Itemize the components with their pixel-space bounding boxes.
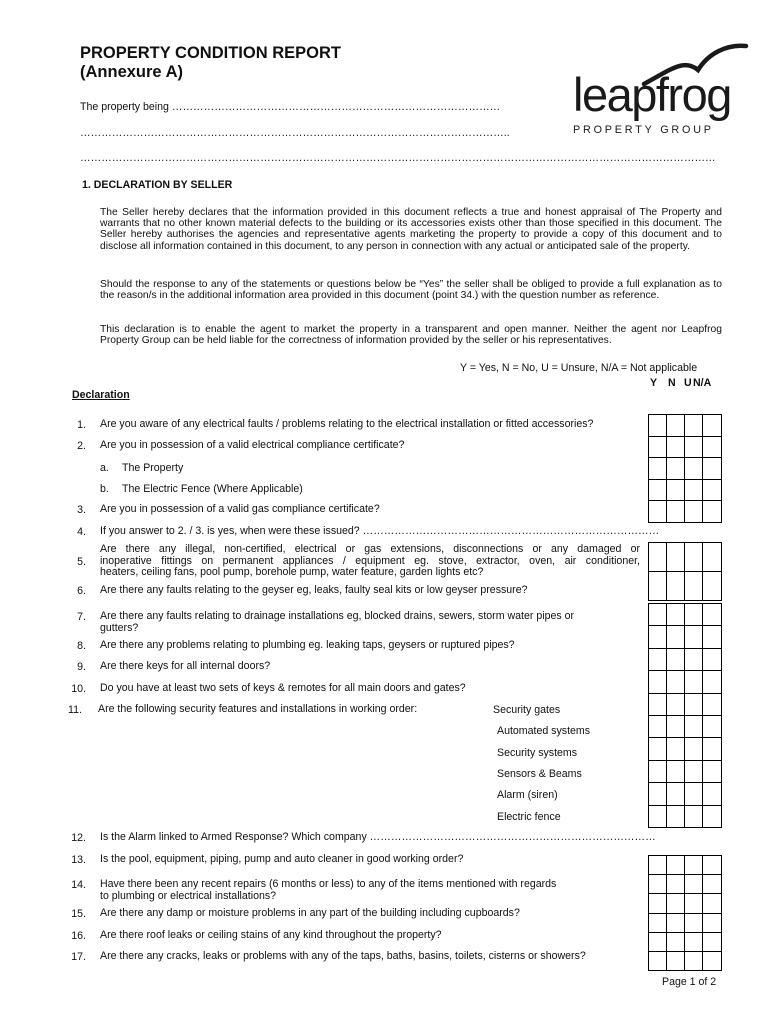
answer-checkbox[interactable] [666, 893, 686, 913]
question-text: Is the pool, equipment, piping, pump and auto cleaner in good working order? [100, 853, 464, 865]
answer-checkbox[interactable] [702, 913, 722, 933]
answer-checkbox[interactable] [648, 932, 668, 952]
answer-checkbox[interactable] [702, 648, 722, 671]
question-number: 11. [68, 704, 82, 716]
answer-checkbox[interactable] [666, 760, 686, 783]
answer-checkbox[interactable] [702, 715, 722, 738]
answer-checkbox[interactable] [684, 760, 704, 783]
question-number: 15. [71, 908, 86, 920]
logo-tagline: PROPERTY GROUP [573, 124, 714, 136]
question-text: Are there any cracks, leaks or problems with any of the taps, baths, basins, toilets, cisterns or showers? [100, 950, 586, 962]
security-item: Sensors & Beams [497, 768, 582, 780]
answer-checkbox[interactable] [648, 913, 668, 933]
question-number: 12. [71, 832, 86, 844]
security-item: Security systems [497, 747, 578, 759]
answer-checkbox[interactable] [666, 436, 686, 459]
answer-checkbox[interactable] [666, 855, 686, 875]
column-header-y: Y [650, 377, 658, 389]
answer-checkbox[interactable] [702, 436, 722, 459]
answer-checkbox[interactable] [648, 436, 668, 459]
column-header-na: N/A [693, 377, 712, 389]
answer-checkbox[interactable] [648, 625, 668, 648]
answer-checkbox[interactable] [666, 715, 686, 738]
answer-checkbox[interactable] [648, 648, 668, 671]
question-number: 2. [77, 440, 86, 452]
answer-checkbox[interactable] [684, 913, 704, 933]
answer-legend: Y = Yes, N = No, U = Unsure, N/A = Not applicable [460, 362, 698, 374]
answer-checkbox[interactable] [666, 500, 686, 523]
question-text: Are there any illegal, non-certified, electrical or gas extensions, disconnections or any damaged or inoperative fittings on permanent appliances / equipment eg. stove, extractor, oven, air conditioner, heaters, ceiling fans, pool pump, borehole pump, water feature, garden lights etc? [100, 543, 640, 578]
answer-checkbox[interactable] [648, 737, 668, 760]
question-number: 6. [77, 585, 86, 597]
answer-checkbox[interactable] [666, 625, 686, 648]
sub-question-letter: b. [100, 483, 109, 495]
answer-checkbox[interactable] [702, 457, 722, 480]
answer-checkbox[interactable] [648, 571, 668, 601]
declaration-label: Declaration [72, 389, 130, 401]
answer-checkbox[interactable] [666, 932, 686, 952]
question-text: Are there any faults relating to drainage installations eg, blocked drains, sewers, storm water pipes or gutters? [100, 610, 575, 634]
answer-checkbox[interactable] [702, 874, 722, 894]
question-number: 1. [77, 419, 86, 431]
answer-checkbox[interactable] [648, 603, 668, 626]
answer-checkbox[interactable] [702, 414, 722, 437]
question-number: 4. [77, 526, 86, 538]
answer-checkbox[interactable] [666, 805, 686, 828]
question-number: 16. [71, 930, 86, 942]
answer-checkbox[interactable] [666, 457, 686, 480]
property-field-line-1[interactable]: The property being ………………………………………………………………………………… [80, 101, 501, 113]
answer-checkbox[interactable] [666, 603, 686, 626]
answer-checkbox[interactable] [684, 571, 704, 601]
answer-checkbox[interactable] [648, 715, 668, 738]
answer-checkbox[interactable] [684, 715, 704, 738]
answer-checkbox[interactable] [666, 951, 686, 971]
answer-checkbox[interactable] [666, 670, 686, 693]
answer-checkbox[interactable] [702, 737, 722, 760]
answer-checkbox[interactable] [684, 479, 704, 502]
question-number: 7. [77, 611, 86, 623]
answer-checkbox[interactable] [702, 760, 722, 783]
answer-checkbox[interactable] [702, 855, 722, 875]
question-number: 14. [71, 879, 86, 891]
question-number: 10. [71, 683, 86, 695]
answer-checkbox[interactable] [684, 436, 704, 459]
declaration-paragraph-3: This declaration is to enable the agent to market the property in a transparent and open manner. Neither the agent nor Leapfrog Property Group can be held liable for the correctness of information provided by the seller or his representatives. [100, 324, 722, 347]
declaration-paragraph-2: Should the response to any of the statements or questions below be “Yes” the seller shall be obliged to provide a full explanation as to the reason/s in the additional information area provided in this document (point 34.) with the question number as reference. [100, 279, 722, 302]
answer-checkbox[interactable] [684, 500, 704, 523]
question-text: Have there been any recent repairs (6 months or less) to any of the items mentioned with regards to plumbing or electrical installations? [100, 878, 557, 902]
security-item: Electric fence [497, 811, 561, 823]
property-field-line-3[interactable]: ……………………………………………………………………………………………………………………………………………………………… [80, 152, 716, 164]
answer-checkbox[interactable] [702, 571, 722, 601]
sub-question-letter: a. [100, 462, 109, 474]
answer-checkbox[interactable] [684, 693, 704, 716]
answer-checkbox[interactable] [684, 603, 704, 626]
report-subtitle: (Annexure A) [80, 63, 183, 81]
question-text: Are you aware of any electrical faults / problems relating to the electrical installation or fitted accessories? [100, 418, 594, 430]
security-item: Security gates [493, 704, 561, 716]
answer-checkbox[interactable] [648, 805, 668, 828]
answer-checkbox[interactable] [702, 693, 722, 716]
answer-checkbox[interactable] [666, 414, 686, 437]
answer-checkbox[interactable] [666, 571, 686, 601]
answer-checkbox[interactable] [702, 932, 722, 952]
section-heading: 1. DECLARATION BY SELLER [82, 179, 233, 191]
question-number: 13. [71, 854, 86, 866]
answer-checkbox[interactable] [702, 805, 722, 828]
question-text: Are the following security features and installations in working order: [98, 703, 418, 715]
answer-checkbox[interactable] [648, 414, 668, 437]
answer-checkbox[interactable] [702, 542, 722, 572]
property-field-line-2[interactable]: ………………………………………………………………………………………………………….. [80, 127, 510, 139]
answer-checkbox[interactable] [702, 782, 722, 805]
answer-checkbox[interactable] [702, 479, 722, 502]
question-number: 9. [77, 661, 86, 673]
question-number: 5. [77, 556, 86, 568]
answer-checkbox[interactable] [684, 893, 704, 913]
column-header-n: N [668, 377, 676, 389]
answer-checkbox[interactable] [648, 855, 668, 875]
answer-checkbox[interactable] [666, 782, 686, 805]
answer-checkbox[interactable] [684, 625, 704, 648]
answer-checkbox[interactable] [648, 457, 668, 480]
question-text: Are there any problems relating to plumbing eg. leaking taps, geysers or ruptured pipes? [100, 639, 515, 651]
question-text[interactable]: If you answer to 2. / 3. is yes, when were these issued? ………………………………………………………………………… [100, 525, 660, 537]
answer-checkbox[interactable] [666, 737, 686, 760]
answer-checkbox[interactable] [702, 603, 722, 626]
answer-checkbox[interactable] [648, 782, 668, 805]
question-text: Are there keys for all internal doors? [100, 660, 271, 672]
answer-checkbox[interactable] [648, 500, 668, 523]
answer-checkbox[interactable] [666, 542, 686, 572]
answer-checkbox[interactable] [648, 479, 668, 502]
sub-question-text: The Electric Fence (Where Applicable) [122, 483, 303, 495]
column-header-u: U [684, 377, 692, 389]
security-item: Alarm (siren) [497, 789, 558, 801]
answer-checkbox[interactable] [648, 693, 668, 716]
page-number: Page 1 of 2 [662, 976, 717, 988]
answer-checkbox[interactable] [702, 951, 722, 971]
answer-checkbox[interactable] [684, 805, 704, 828]
answer-checkbox[interactable] [648, 760, 668, 783]
question-number: 3. [77, 504, 86, 516]
answer-checkbox[interactable] [666, 479, 686, 502]
answer-checkbox[interactable] [666, 648, 686, 671]
question-text: Are there any faults relating to the geyser eg, leaks, faulty seal kits or low geyser pressure? [100, 584, 528, 596]
question-text: Do you have at least two sets of keys & remotes for all main doors and gates? [100, 682, 466, 694]
answer-checkbox[interactable] [666, 913, 686, 933]
answer-checkbox[interactable] [684, 932, 704, 952]
answer-checkbox[interactable] [684, 648, 704, 671]
question-text: Are there roof leaks or ceiling stains of any kind throughout the property? [100, 929, 442, 941]
answer-checkbox[interactable] [702, 500, 722, 523]
report-title: PROPERTY CONDITION REPORT [80, 44, 341, 62]
answer-checkbox[interactable] [702, 670, 722, 693]
question-text: Are you in possession of a valid gas compliance certificate? [100, 503, 380, 515]
answer-checkbox[interactable] [702, 625, 722, 648]
answer-checkbox[interactable] [684, 670, 704, 693]
answer-checkbox[interactable] [666, 874, 686, 894]
question-text: Are there any damp or moisture problems in any part of the building including cupboards? [100, 907, 520, 919]
logo-wordmark: leapfrog [573, 68, 731, 121]
answer-checkbox[interactable] [684, 457, 704, 480]
answer-checkbox[interactable] [702, 893, 722, 913]
question-text: Are you in possession of a valid electrical compliance certificate? [100, 439, 405, 451]
security-item: Automated systems [497, 725, 591, 737]
declaration-paragraph-1: The Seller hereby declares that the information provided in this document reflects a true and honest appraisal of The Property and warrants that no other known material defects to the building or its accessories exists other than those specified in this document. The Seller hereby authorises the agencies and representative agents marketing the property to provide a copy of this document and to disclose all information contained in this document, to any person in connection with any actual or anticipated sale of the property. [100, 207, 722, 252]
answer-checkbox[interactable] [648, 542, 668, 572]
answer-checkbox[interactable] [648, 874, 668, 894]
question-text[interactable]: Is the Alarm linked to Armed Response? Which company ……………………………………………………………………… [100, 831, 656, 843]
question-number: 17. [71, 951, 86, 963]
question-number: 8. [77, 640, 86, 652]
sub-question-text: The Property [122, 462, 184, 474]
answer-checkbox[interactable] [648, 893, 668, 913]
answer-checkbox[interactable] [648, 951, 668, 971]
answer-checkbox[interactable] [684, 874, 704, 894]
answer-checkbox[interactable] [648, 670, 668, 693]
answer-checkbox[interactable] [684, 855, 704, 875]
answer-checkbox[interactable] [684, 542, 704, 572]
answer-checkbox[interactable] [684, 737, 704, 760]
answer-checkbox[interactable] [684, 951, 704, 971]
answer-checkbox[interactable] [684, 414, 704, 437]
answer-checkbox[interactable] [666, 693, 686, 716]
answer-checkbox[interactable] [684, 782, 704, 805]
